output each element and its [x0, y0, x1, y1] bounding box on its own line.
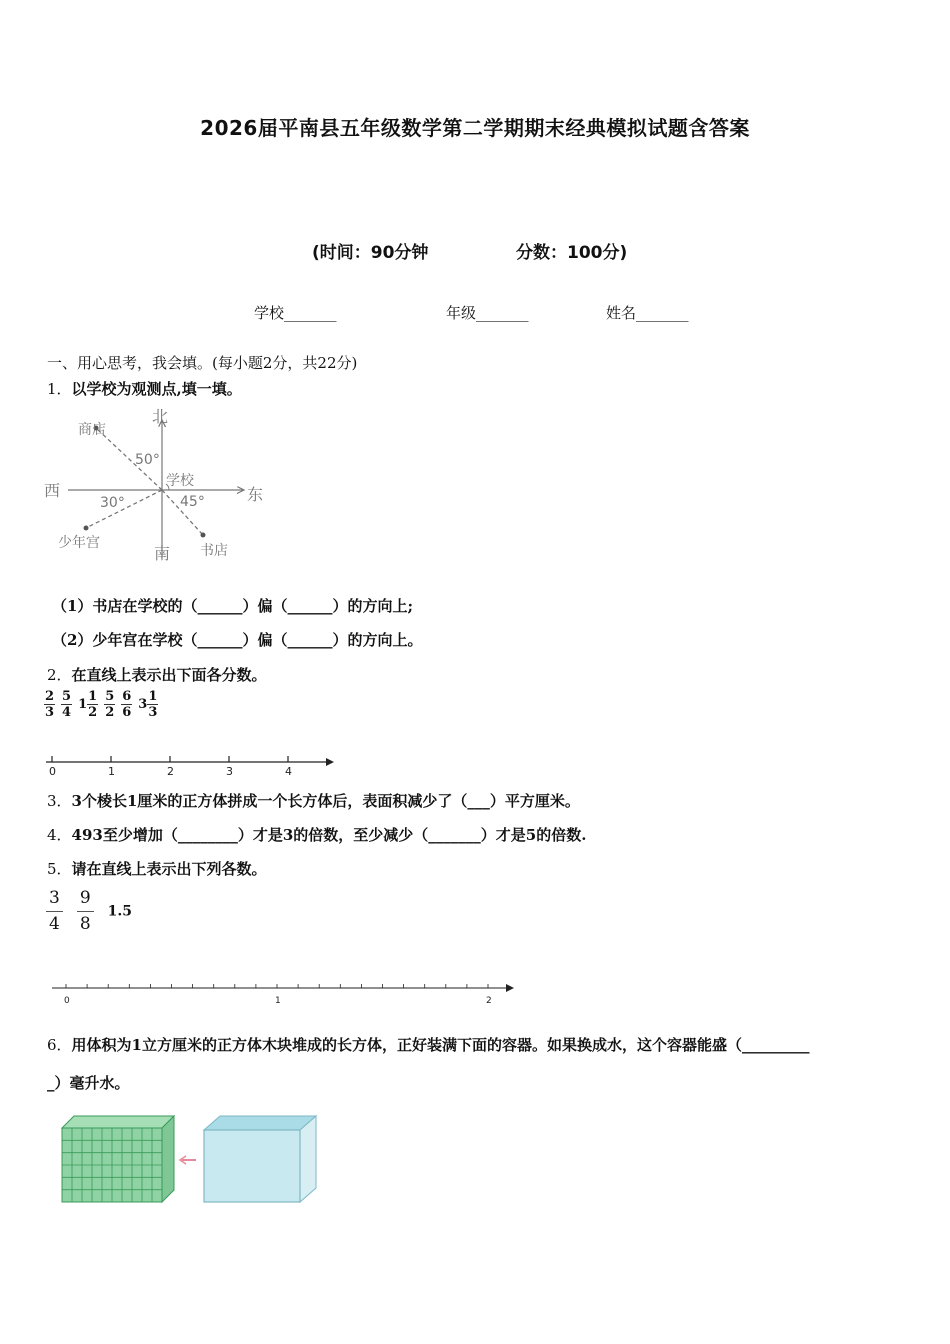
number-line-q5	[44, 978, 524, 1008]
q1-sub1: （1）书店在学校的（______）偏（______）的方向上;	[52, 597, 413, 615]
bookstore-point	[201, 533, 206, 538]
tick-label: 1	[275, 996, 281, 1006]
q2-fractions	[44, 690, 158, 719]
question-number: 5．	[47, 860, 72, 878]
school-field: 学校_______	[254, 304, 337, 322]
question-text: 在直线上表示出下面各分数。	[71, 666, 267, 684]
exam-score: 分数：100分)	[516, 243, 628, 263]
north-label: 北	[152, 407, 169, 426]
fraction: $\frac{1}{2}$	[88, 689, 98, 720]
south-label: 南	[154, 544, 171, 563]
decimal-value: 1.5	[107, 903, 133, 920]
fraction: $\frac{1}{3}$	[148, 689, 158, 720]
container-figure	[58, 1112, 328, 1208]
grade-field: 年级_______	[446, 304, 529, 322]
water-container	[204, 1116, 316, 1202]
question-number: 3．	[47, 792, 72, 810]
q1-sub2: （2）少年宫在学校（______）偏（______）的方向上。	[52, 631, 423, 649]
question-text: 3个棱长1厘米的正方体拼成一个长方体后，表面积减少了（___）平方厘米。	[71, 792, 580, 810]
mixed-whole: 1	[78, 697, 88, 712]
question-text: 请在直线上表示出下列各数。	[71, 860, 267, 878]
question-1	[47, 378, 242, 399]
fraction: $\frac{5}{2}$	[105, 689, 115, 720]
question-text-line1: 用体积为1立方厘米的正方体木块堆成的长方体，正好装满下面的容器。如果换成水，这个容器能盛（_________	[71, 1036, 810, 1054]
bookstore-label: 书店	[200, 543, 228, 559]
question-6	[47, 1034, 810, 1055]
section-heading: 一、用心思考，我会填。(每小题2分，共22分)	[47, 354, 358, 372]
fraction: $\frac{2}{3}$	[45, 689, 55, 720]
angle-bookstore-label: 45°	[180, 494, 205, 510]
tick-label: 1	[108, 765, 115, 778]
question-6-line2: _）毫升水。	[47, 1074, 130, 1092]
axis-arrow	[326, 758, 334, 766]
tick-label: 0	[64, 996, 70, 1006]
tick-label: 4	[285, 765, 292, 778]
question-3	[47, 790, 580, 811]
tick-label: 0	[49, 765, 56, 778]
fraction: $\frac{9}{8}$	[77, 890, 94, 933]
fraction: $\frac{6}{6}$	[122, 689, 132, 720]
axis-arrow	[506, 984, 514, 992]
tick-label: 2	[167, 765, 174, 778]
question-2	[47, 664, 267, 685]
question-text: 493至少增加（________）才是3的倍数，至少减少（_______）才是5的倍数.	[71, 826, 587, 844]
page-title: 2026届平南县五年级数学第二学期期末经典模拟试题含答案	[200, 116, 750, 140]
exam-time: (时间：90分钟	[312, 243, 429, 263]
west-label: 西	[44, 481, 61, 500]
angle-youth-label: 30°	[100, 495, 125, 511]
youth-palace-point	[84, 526, 89, 531]
east-label: 东	[247, 485, 264, 504]
angle-shop-label: 50°	[135, 452, 160, 468]
fraction: $\frac{5}{4}$	[62, 689, 72, 720]
question-5	[47, 858, 267, 879]
fraction: $\frac{3}{4}$	[46, 890, 63, 933]
question-text: 以学校为观测点,填一填。	[71, 380, 242, 398]
question-number: 2．	[47, 666, 72, 684]
question-4	[47, 824, 586, 845]
shop-label: 商店	[78, 422, 106, 438]
question-number: 1．	[47, 380, 72, 398]
cube-block	[62, 1116, 174, 1202]
question-number: 4．	[47, 826, 72, 844]
tick-label: 3	[226, 765, 233, 778]
school-label: 学校	[166, 473, 194, 489]
name-field: 姓名_______	[606, 304, 689, 322]
youth-palace-label: 少年宫	[58, 535, 100, 551]
number-line-q2	[40, 748, 350, 780]
mixed-whole: 3	[138, 697, 148, 712]
q5-values	[46, 890, 132, 933]
tick-label: 2	[486, 996, 492, 1006]
question-number: 6．	[47, 1036, 72, 1054]
compass-diagram	[40, 400, 280, 570]
